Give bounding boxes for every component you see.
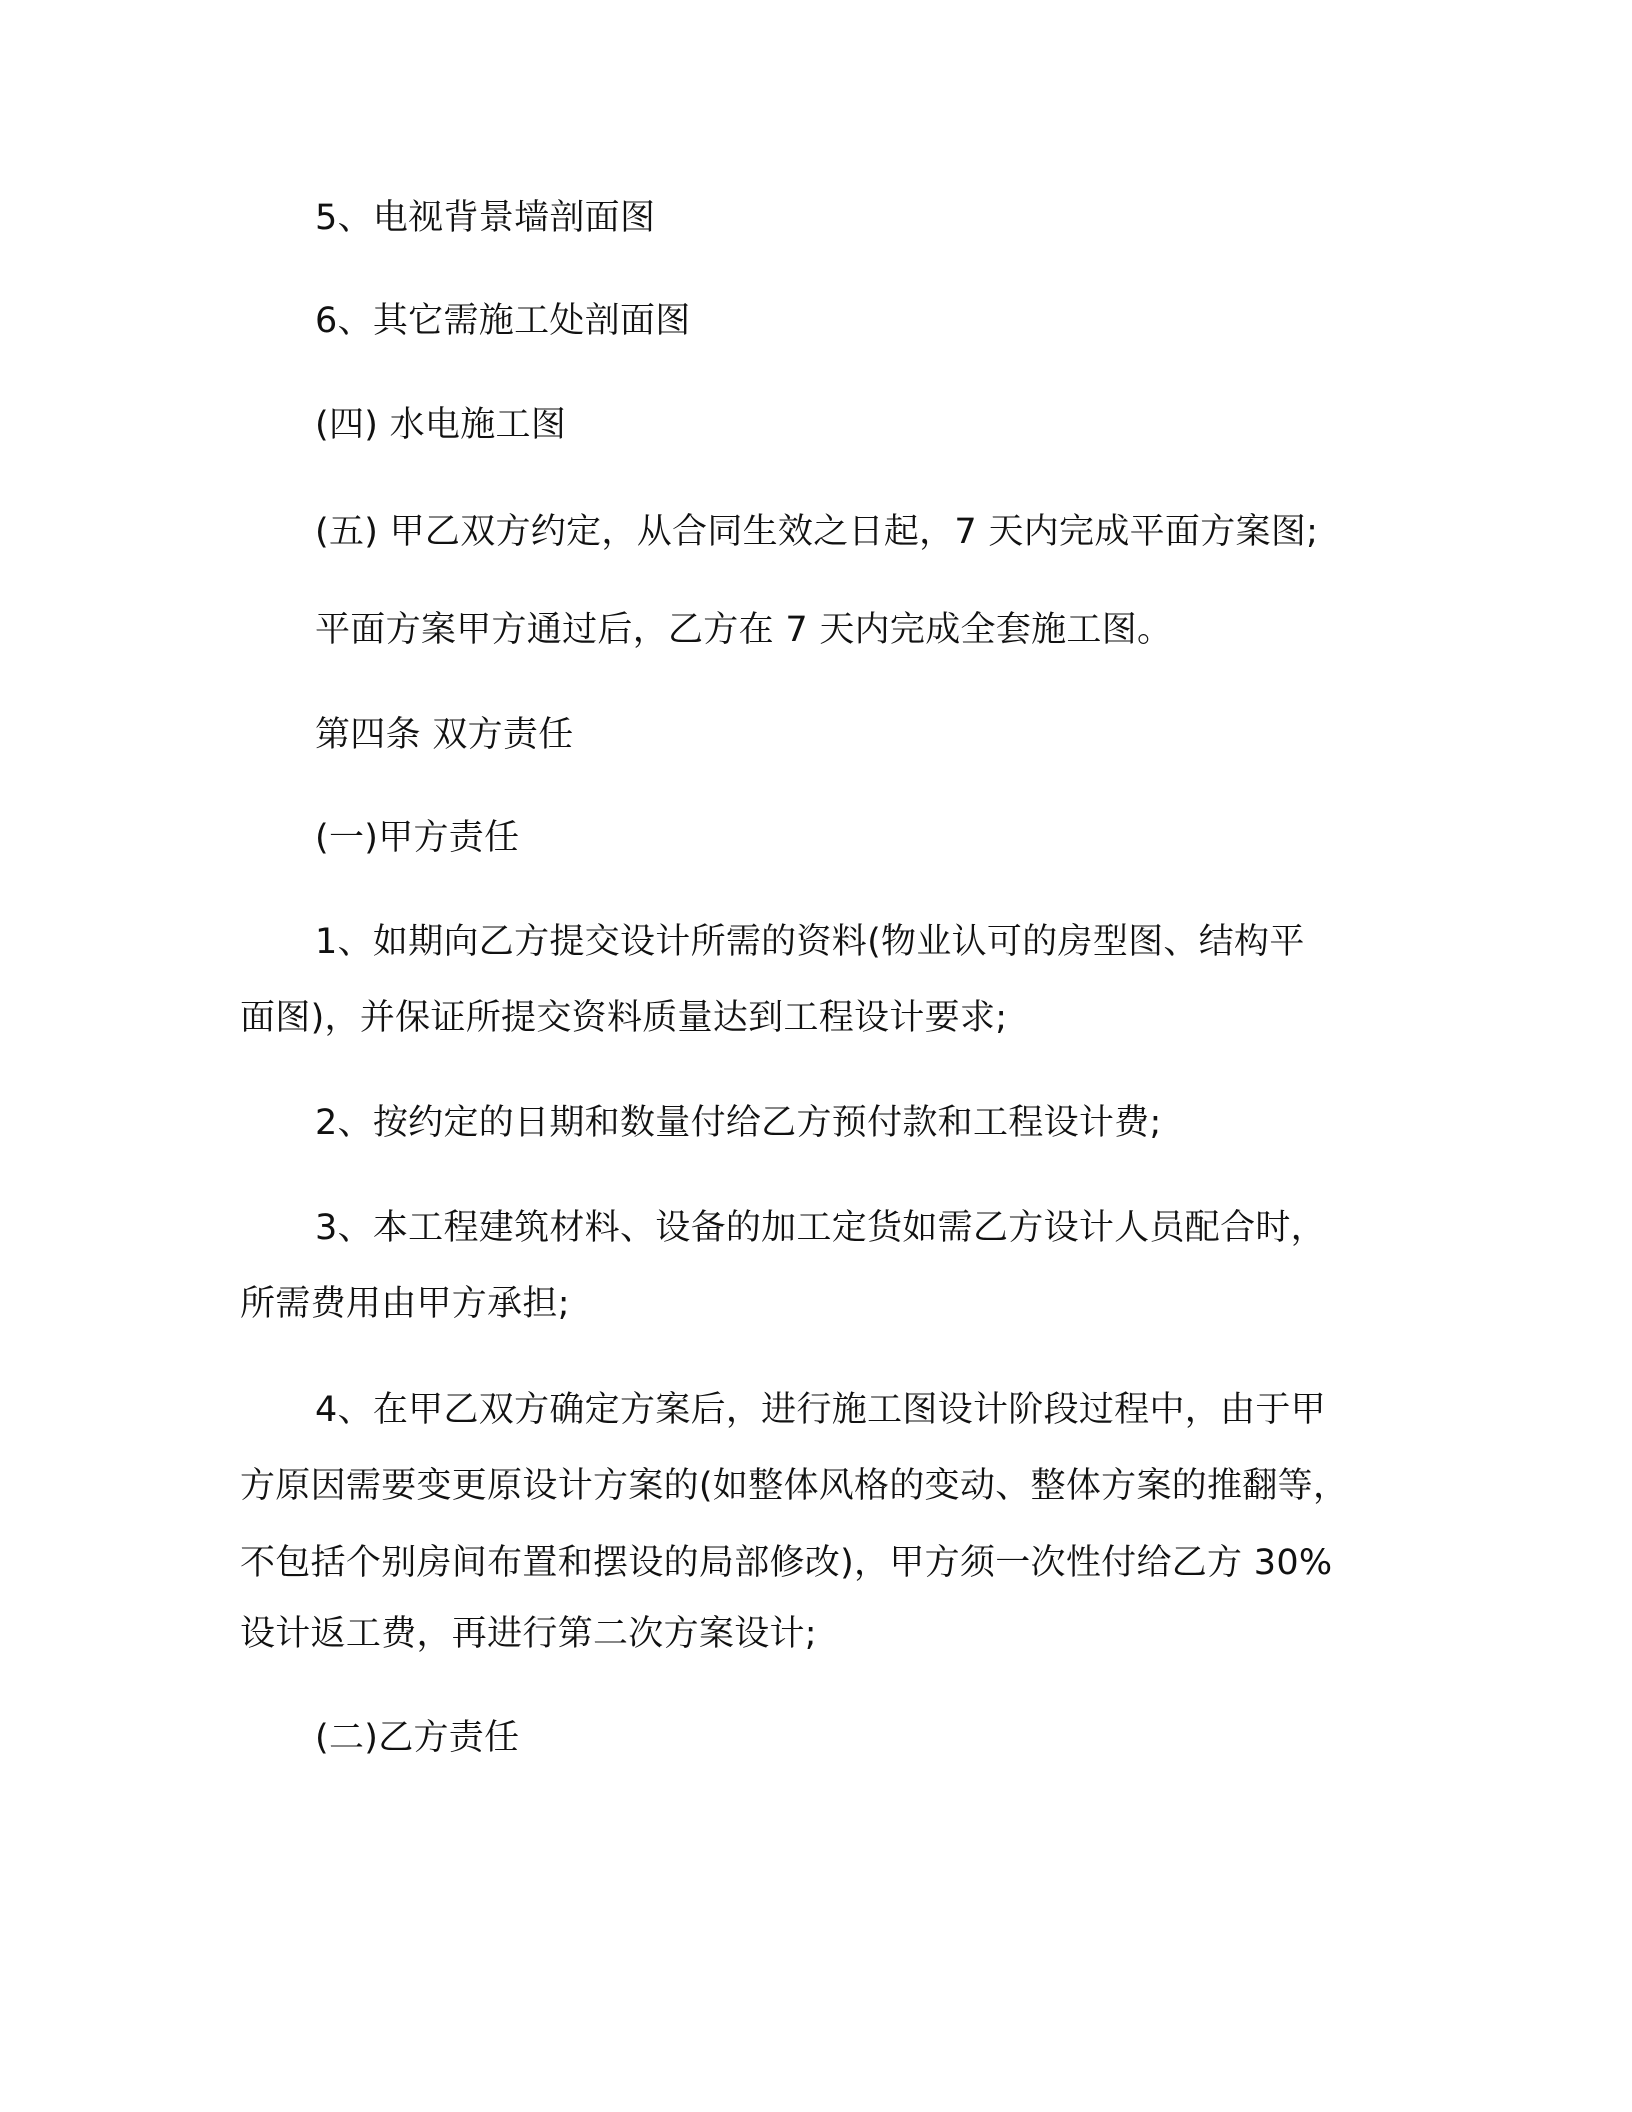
party-a-duty-1-line1: 1、如期向乙方提交设计所需的资料(物业认可的房型图、结构平	[315, 922, 1305, 962]
party-a-duty-3-line1: 3、本工程建筑材料、设备的加工定货如需乙方设计人员配合时，	[315, 1208, 1326, 1248]
party-a-duty-4-line2: 方原因需要变更原设计方案的(如整体风格的变动、整体方案的推翻等，	[240, 1466, 1349, 1506]
item-5-agreement-line2: 平面方案甲方通过后，乙方在 7 天内完成全套施工图。	[315, 610, 1173, 650]
party-a-duty-4-line1: 4、在甲乙双方确定方案后，进行施工图设计阶段过程中，由于甲	[315, 1390, 1326, 1430]
party-a-duty-1-line2: 面图)，并保证所提交资料质量达到工程设计要求;	[240, 998, 1008, 1038]
item-4-plumbing-electrical: (四) 水电施工图	[315, 405, 567, 445]
item-5-tv-wall-section: 5、电视背景墙剖面图	[315, 198, 656, 238]
article-4-heading: 第四条 双方责任	[315, 715, 574, 755]
party-a-duty-2: 2、按约定的日期和数量付给乙方预付款和工程设计费;	[315, 1103, 1162, 1143]
party-b-responsibility-heading: (二)乙方责任	[315, 1718, 520, 1758]
party-a-duty-4-line3: 不包括个别房间布置和摆设的局部修改)，甲方须一次性付给乙方 30%	[240, 1543, 1333, 1583]
party-a-duty-3-line2: 所需费用由甲方承担;	[240, 1284, 570, 1324]
party-a-duty-4-line4: 设计返工费，再进行第二次方案设计;	[240, 1614, 817, 1654]
party-a-responsibility-heading: (一)甲方责任	[315, 818, 520, 858]
item-6-other-sections: 6、其它需施工处剖面图	[315, 301, 691, 341]
item-5-agreement-line1: (五) 甲乙双方约定，从合同生效之日起，7 天内完成平面方案图;	[315, 512, 1319, 552]
